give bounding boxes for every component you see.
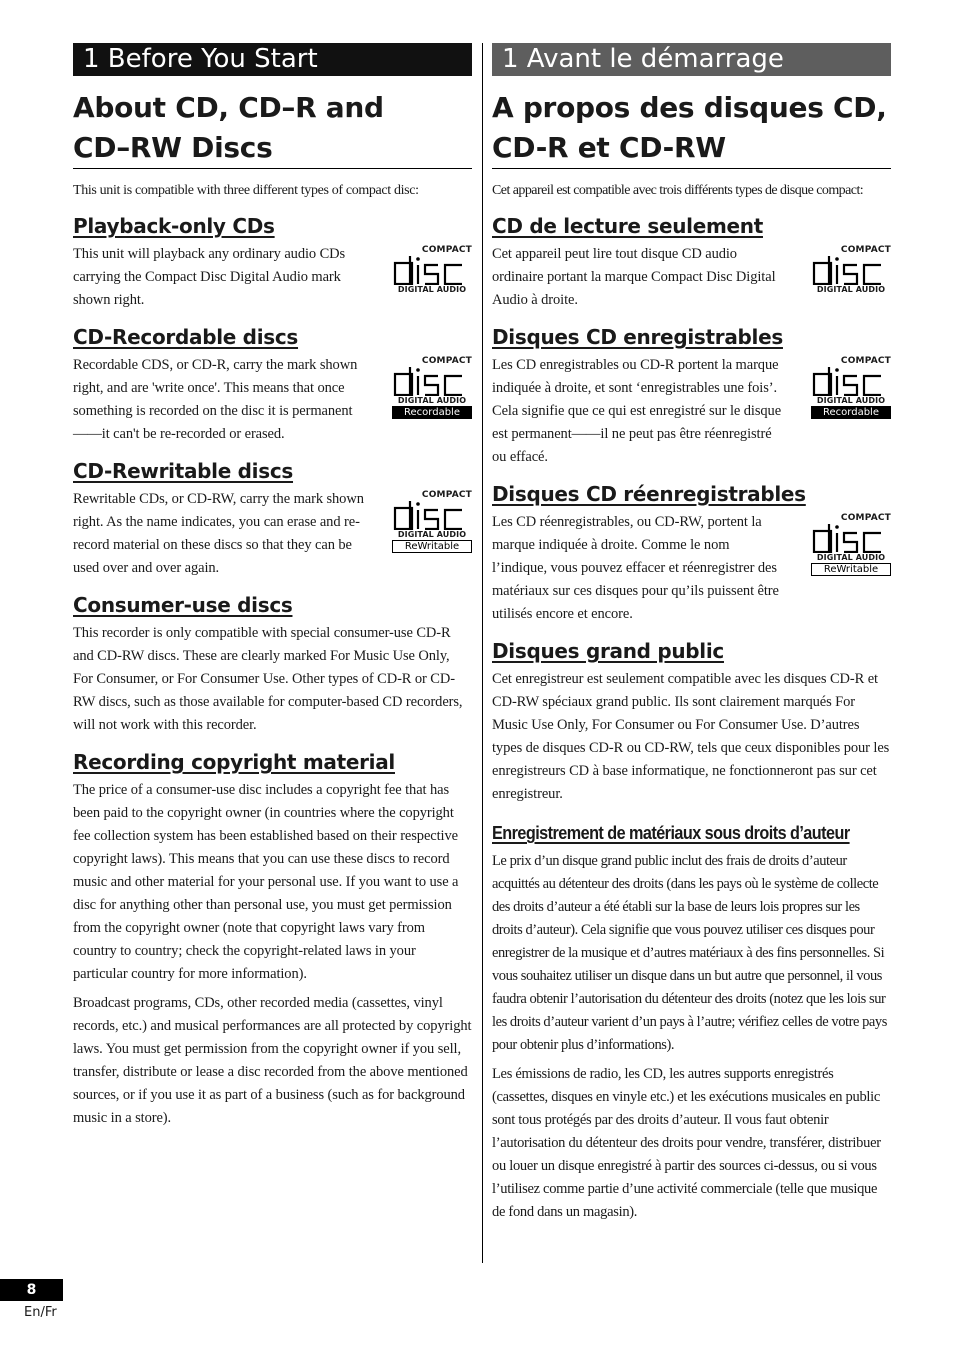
column-divider (482, 43, 483, 1263)
body-enregistrables-fr: Les CD enregistrables ou CD-R portent la marque indiquée à droite, et sont ‘enregistrables une fois’. Cela signifie que ce qui est enregistré sur le disque est permanent——il ne peut pas être réenregistré ou effacé. (492, 357, 782, 465)
logo-compact-text: COMPACT (840, 245, 891, 255)
heading-playback-only-en: Playback-only CDs (73, 214, 275, 238)
intro-fr: Cet appareil est compatible avec trois différents types de disque compact: (492, 183, 864, 198)
logo-digital-audio-text: DIGITAL AUDIO (397, 530, 467, 539)
recordable-badge: Recordable (811, 406, 891, 419)
body-cd-recordable-en: Recordable CDS, or CD-R, carry the mark shown right, and are 'write once'. This means that once something is recorded on the disc it is permanent——it can't be re-recorded or erased. (73, 357, 358, 442)
logo-compact-text: COMPACT (840, 513, 891, 523)
logo-compact-text: COMPACT (421, 490, 472, 500)
rewritable-badge: ReWritable (811, 563, 891, 576)
heading-grand-public-fr: Disques grand public (492, 639, 724, 663)
section-lecture-seulement-fr (492, 239, 891, 312)
chapter-header-en: 1 Before You Start (73, 43, 472, 76)
compact-disc-logo (811, 245, 891, 294)
disc-wordmark-icon (392, 255, 472, 285)
logo-compact-text: COMPACT (421, 356, 472, 366)
logo-digital-audio-text: DIGITAL AUDIO (397, 285, 467, 294)
title-line1-en: About CD, CD–R and (73, 91, 384, 124)
section-cd-recordable-en (73, 350, 472, 446)
heading-copyright-en: Recording copyright material (73, 750, 395, 774)
rewritable-badge: ReWritable (392, 540, 472, 553)
section-reenregistrables-fr (492, 507, 891, 626)
heading-reenregistrables-fr: Disques CD réenregistrables (492, 482, 806, 506)
cd-rewritable-logo (811, 513, 891, 576)
disc-wordmark-icon (811, 255, 891, 285)
body-grand-public-fr: Cet enregistreur est seulement compatible avec les disques CD-R et CD-RW spéciaux grand public. Ils sont clairement marqués For Music Use Only, For Consumer ou For Consumer Use. D’autres types de disques CD-R ou CD-RW, tels que ceux disponibles pour les enregistreurs CD à base informatique, ne fonctionneront pas sur cet enregistreur. (492, 671, 890, 802)
chapter-header-fr: 1 Avant le démarrage (492, 43, 891, 76)
body-droits-auteur-2-fr: Les émissions de radio, les CD, les autres supports enregistrés (cassettes, disques en vinyle etc.) et les exécutions musicales en public sont tous protégés par des droits d’auteur. Il vous faut obtenir l’autorisation du détenteur des droits pour vendre, transférer, distribuer ou louer un disque enregistré à partir des sources ci-dessus, ou si vous l’utilisez comme partie d’une activité commerciale (telle que musique de fond dans un magasin). (492, 1066, 881, 1220)
cd-recordable-logo (392, 356, 472, 419)
compact-disc-logo (392, 245, 472, 294)
intro-en: This unit is compatible with three different types of compact disc: (73, 183, 419, 198)
heading-consumer-use-en: Consumer-use discs (73, 593, 293, 617)
disc-wordmark-icon (392, 500, 472, 530)
french-column (492, 43, 891, 1224)
recordable-badge: Recordable (392, 406, 472, 419)
logo-compact-text: COMPACT (840, 356, 891, 366)
heading-lecture-seulement-fr: CD de lecture seulement (492, 214, 763, 238)
heading-enregistrables-fr: Disques CD enregistrables (492, 325, 783, 349)
cd-recordable-logo (811, 356, 891, 419)
logo-compact-text: COMPACT (421, 245, 472, 255)
body-playback-only-en: This unit will playback any ordinary audio CDs carrying the Compact Disc Digital Audio mark shown right. (73, 246, 346, 308)
heading-cd-recordable-en: CD-Recordable discs (73, 325, 299, 349)
title-line2-fr: CD-R et CD-RW (492, 131, 726, 164)
heading-cd-rewritable-en: CD-Rewritable discs (73, 459, 294, 483)
disc-wordmark-icon (811, 366, 891, 396)
page-title-en (73, 88, 472, 169)
title-line2-en: CD–RW Discs (73, 131, 273, 164)
body-copyright-2-en: Broadcast programs, CDs, other recorded media (cassettes, vinyl records, etc.) and musical performances are all protected by copyright laws. You must get permission from the copyright owner if you sell, transfer, distribute or lease a disc recorded from the above mentioned sources, or if you use it as part of a business (such as for background music in a store). (73, 995, 472, 1126)
language-code: En/Fr (24, 1305, 57, 1320)
title-line1-fr: A propos des disques CD, (492, 91, 887, 124)
section-cd-rewritable-en (73, 484, 472, 580)
body-copyright-en: The price of a consumer-use disc includes a copyright fee that has been paid to the copyright owner (in countries where the copyright fee collection system has been established based on their respective copyright laws). This means that you can use these discs to record music and other material for your personal use. If you want to use a disc for anything other than personal use, you must get permission from the copyright owner (note that copyright laws vary from country to country; check the copyright-related laws in your particular country for more information). (73, 782, 459, 982)
logo-digital-audio-text: DIGITAL AUDIO (397, 396, 467, 405)
logo-digital-audio-text: DIGITAL AUDIO (816, 285, 886, 294)
disc-wordmark-icon (392, 366, 472, 396)
logo-digital-audio-text: DIGITAL AUDIO (816, 396, 886, 405)
body-reenregistrables-fr: Les CD réenregistrables, ou CD-RW, portent la marque indiquée à droite. Comme le nom l’indique, vous pouvez effacer et réenregistrer des matériaux sur ces disques pour qu’ils puissent être utilisés encore et encore. (492, 514, 779, 622)
page-title-fr (492, 88, 891, 169)
body-cd-rewritable-en: Rewritable CDs, or CD-RW, carry the mark shown right. As the name indicates, you can erase and re-record material on these discs so that they can be used over and over again. (73, 491, 364, 576)
page-number: 8 (0, 1279, 63, 1301)
english-column (73, 43, 472, 1130)
section-enregistrables-fr (492, 350, 891, 469)
body-lecture-seulement-fr: Cet appareil peut lire tout disque CD audio ordinaire portant la marque Compact Disc Digital Audio à droite. (492, 246, 776, 308)
body-droits-auteur-fr: Le prix d’un disque grand public inclut des frais de droits d’auteur acquittés au détenteur des droits (dans les pays où le système de collecte des droits d’auteur a été établi sur la base de leurs lois propres sur les droits d’auteur). Cela signifie que vous pouvez utiliser ces disques pour enregistrer de la musique et d’autres matériaux à des fins personnelles. Si vous souhaitez utiliser un disque dans un but autre que personnel, il vous faudra obtenir l’autorisation du détenteur des droits (notez que les lois sur les droits d’auteur varient d’un pays à l’autre; vérifiez celles de votre pays pour obtenir plus d’informations). (492, 853, 887, 1053)
disc-wordmark-icon (811, 523, 891, 553)
heading-droits-auteur-fr: Enregistrement de matériaux sous droits d’auteur (492, 823, 850, 843)
cd-rewritable-logo (392, 490, 472, 553)
body-consumer-use-en: This recorder is only compatible with special consumer-use CD-R and CD-RW discs. These are clearly marked For Music Use Only, For Consumer, or For Consumer Use. Other types of CD-R or CD-RW discs, such as those available for computer-based CD recorders, will not work with this recorder. (73, 625, 463, 733)
logo-digital-audio-text: DIGITAL AUDIO (816, 553, 886, 562)
section-playback-only-en (73, 239, 472, 312)
